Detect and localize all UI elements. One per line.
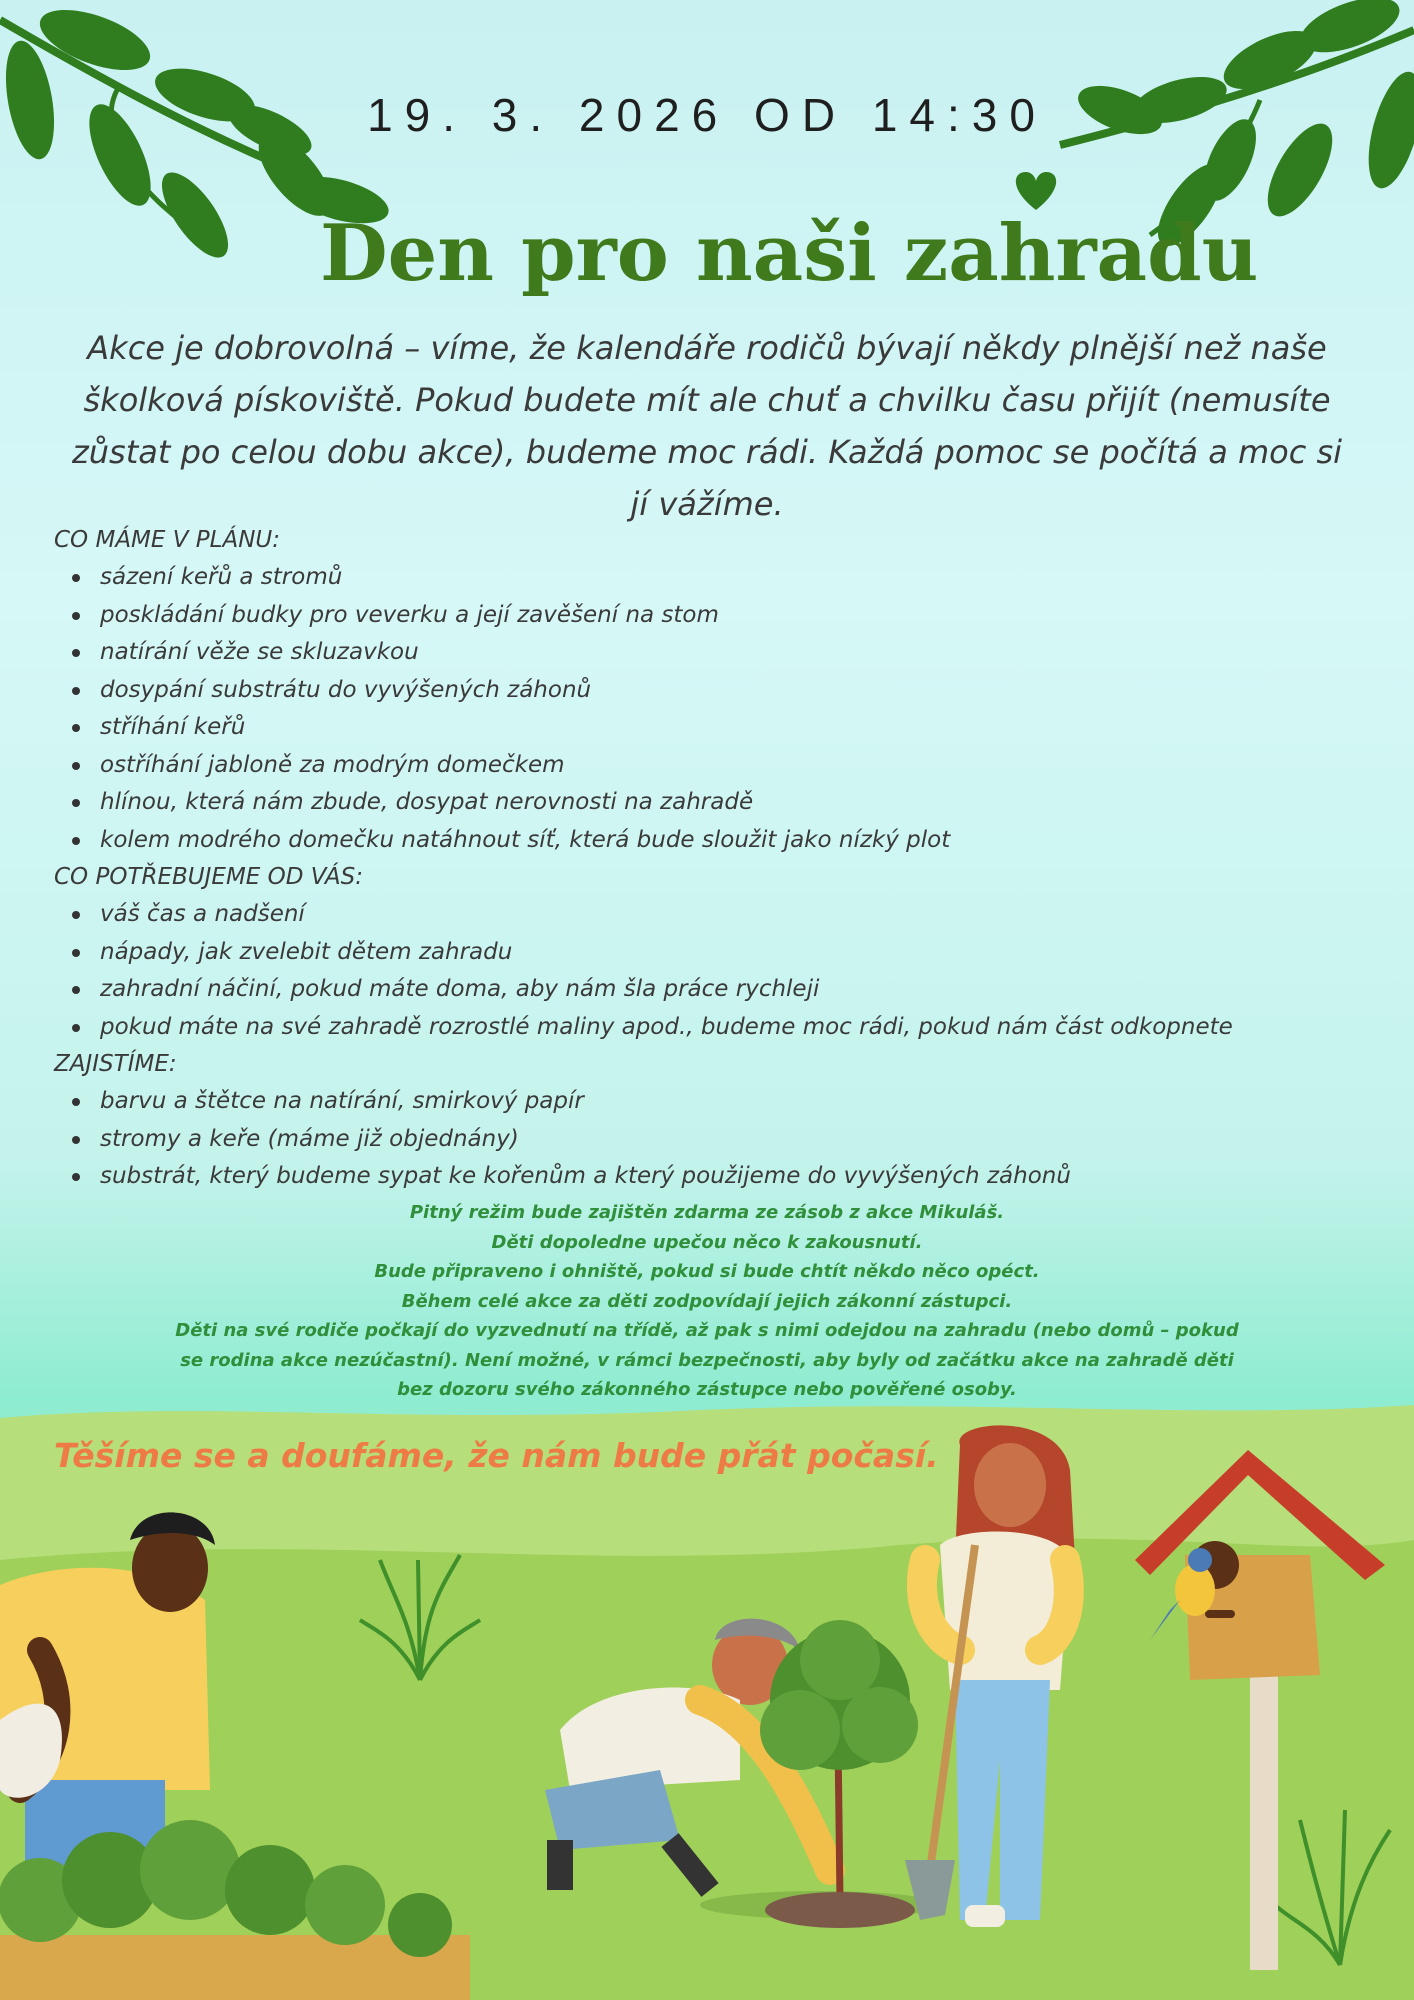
list-item: stříhání keřů	[100, 709, 1384, 747]
section-heading-plan: CO MÁME V PLÁNU:	[54, 527, 280, 553]
list-item: stromy a keře (máme již objednány)	[100, 1121, 1384, 1159]
note-line: Děti dopoledne upečou něco k zakousnutí.	[491, 1231, 923, 1253]
intro-paragraph: Akce je dobrovolná – víme, že kalendáře rodičů bývají někdy plnější než naše školková pískoviště. Pokud budete mít ale chuť a chvilku času přijít (nemusíte zůstat po celou dobu akce), budeme moc rádi. Každá pomoc se počítá a moc si jí vážíme.	[71, 329, 1343, 523]
list-item: poskládání budky pro veverku a její zavěšení na stom	[100, 597, 1384, 635]
list-item: natírání věže se skluzavkou	[100, 634, 1384, 672]
note-line: Během celé akce za děti zodpovídají jejich zákonní zástupci.	[401, 1290, 1013, 1312]
list-item: zahradní náčiní, pokud máte doma, aby nám šla práce rychleji	[100, 971, 1384, 1009]
event-date: 19. 3. 2026 OD 14:30	[367, 89, 1047, 141]
list-item: kolem modrého domečku natáhnout síť, která bude sloužit jako nízký plot	[100, 822, 1384, 860]
list-item: ostříhání jabloně za modrým domečkem	[100, 747, 1384, 785]
note-line: bez dozoru svého zákonného zástupce nebo pověřené osoby.	[397, 1379, 1017, 1400]
list-item: substrát, který budeme sypat ke kořenům a který použijeme do vyvýšených záhonů	[100, 1158, 1384, 1196]
notes-block	[150, 1198, 1264, 1405]
page-title: Den pro naši zahradu	[320, 208, 1259, 299]
heart-icon	[1016, 172, 1056, 210]
list-item: dosypání substrátu do vyvýšených záhonů	[100, 672, 1384, 710]
list-item: sázení keřů a stromů	[100, 559, 1384, 597]
list-item: váš čas a nadšení	[100, 896, 1384, 934]
note-line: se rodina akce nezúčastní). Není možné, v rámci bezpečnosti, aby byly od začátku akce na zahradě děti	[180, 1349, 1234, 1371]
needs-list	[54, 896, 1384, 1046]
section-heading-provide: ZAJISTÍME:	[54, 1051, 177, 1077]
note-line: Pitný režim bude zajištěn zdarma ze zásob z akce Mikuláš.	[409, 1202, 1005, 1223]
plan-list	[54, 559, 1384, 859]
list-item: barvu a štětce na natírání, smirkový papír	[100, 1083, 1384, 1121]
list-item: pokud máte na své zahradě rozrostlé maliny apod., budeme moc rádi, pokud nám část odkopnete	[100, 1009, 1384, 1047]
list-item: hlínou, která nám zbude, dosypat nerovnosti na zahradě	[100, 784, 1384, 822]
provide-list	[54, 1083, 1384, 1196]
section-heading-needs: CO POTŘEBUJEME OD VÁS:	[54, 864, 364, 890]
info-lists	[54, 522, 1384, 1196]
note-line: Děti na své rodiče počkají do vyzvednutí na třídě, až pak s nimi odejdou na zahradu (nebo domů – pokud	[175, 1320, 1239, 1341]
note-line: Bude připraveno i ohniště, pokud si bude chtít někdo něco opéct.	[374, 1261, 1040, 1282]
closing-message: Těšíme se a doufáme, že nám bude přát počasí.	[54, 1436, 939, 1475]
list-item: nápady, jak zvelebit dětem zahradu	[100, 934, 1384, 972]
